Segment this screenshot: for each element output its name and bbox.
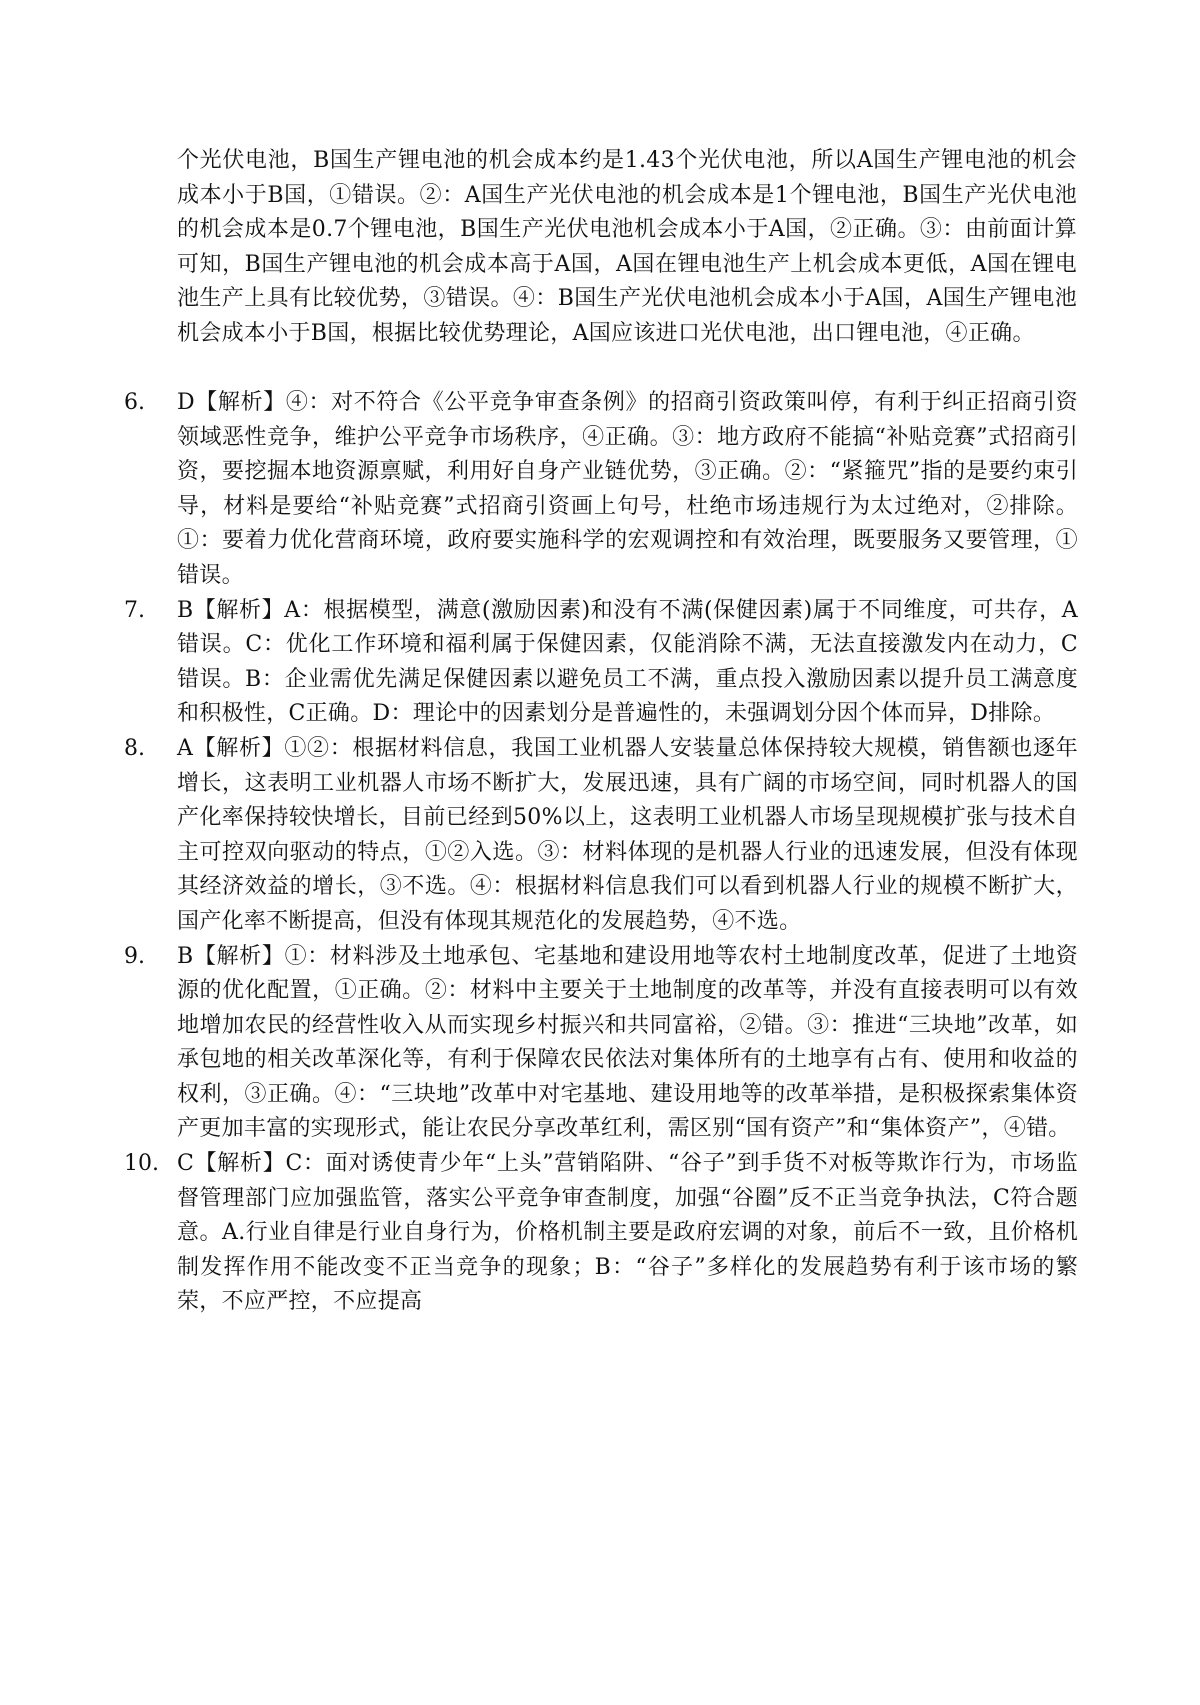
item-number: 6. — [124, 390, 145, 415]
answer-list — [124, 386, 1078, 1320]
item-text: B【解析】A：根据模型，满意(激励因素)和没有不满(保健因素)属于不同维度，可共存，A错误。C：优化工作环境和福利属于保健因素，仅能消除不满，无法直接激发内在动力，C错误。B：企业需优先满足保健因素以避免员工不满，重点投入激励因素以提升员工满意度和积极性，C正确。D：理论中的因素划分是普遍性的，未强调划分因个体而异，D排除。 — [177, 597, 1078, 727]
item-text: C【解析】C：面对诱使青少年“上头”营销陷阱、“谷子”到手货不对板等欺诈行为，市场监督管理部门应加强监管，落实公平竞争审查制度，加强“谷圈”反不正当竞争执法，C符合题意。A.行业自律是行业自身行为，价格机制主要是政府宏调的对象，前后不一致，且价格机制发挥作用不能改变不正当竞争的现象；B：“谷子”多样化的发展趋势有利于该市场的繁荣，不应严控，不应提高 — [177, 1151, 1078, 1315]
continuation-paragraph: 个光伏电池，B国生产锂电池的机会成本约是1.43个光伏电池，所以A国生产锂电池的机会成本小于B国，①错误。②：A国生产光伏电池的机会成本是1个锂电池，B国生产光伏电池的机会成本是0.7个锂电池，B国生产光伏电池机会成本小于A国，②正确。③：由前面计算可知，B国生产锂电池的机会成本高于A国，A国在锂电池生产上机会成本更低，A国在锂电池生产上具有比较优势，③错误。④：B国生产光伏电池机会成本小于A国，A国生产锂电池机会成本小于B国，根据比较优势理论，A国应该进口光伏电池，出口锂电池，④正确。 — [177, 148, 1077, 346]
item-text: A【解析】①②：根据材料信息，我国工业机器人安装量总体保持较大规模，销售额也逐年增长，这表明工业机器人市场不断扩大，发展迅速，具有广阔的市场空间，同时机器人的国产化率保持较快增长，目前已经到50%以上，这表明工业机器人市场呈现规模扩张与技术自主可控双向驱动的特点，①②入选。③：材料体现的是机器人行业的迅速发展，但没有体现其经济效益的增长，③不选。④：根据材料信息我们可以看到机器人行业的规模不断扩大，国产化率不断提高，但没有体现其规范化的发展趋势，④不选。 — [177, 735, 1078, 934]
answer-item-9 — [124, 940, 1078, 1148]
answer-5-continuation — [177, 144, 1077, 352]
answer-item-8 — [124, 732, 1078, 940]
item-number: 10. — [124, 1151, 159, 1177]
answer-item-6 — [124, 386, 1078, 594]
item-number: 7. — [124, 597, 145, 623]
item-text: B【解析】①：材料涉及土地承包、宅基地和建设用地等农村土地制度改革，促进了土地资源的优化配置，①正确。②：材料中主要关于土地制度的改革等，并没有直接表明可以有效地增加农民的经营性收入从而实现乡村振兴和共同富裕，②错。③：推进“三块地”改革，如承包地的相关改革深化等，有利于保障农民依法对集体所有的土地享有占有、使用和收益的权利，③正确。④：“三块地”改革中对宅基地、建设用地等的改革举措，是积极探索集体资产更加丰富的实现形式，能让农民分享改革红利，需区别“国有资产”和“集体资产”，④错。 — [177, 943, 1078, 1142]
answer-item-7 — [124, 594, 1078, 732]
answer-item-10 — [124, 1147, 1078, 1320]
item-text: D【解析】④：对不符合《公平竞争审查条例》的招商引资政策叫停，有利于纠正招商引资领域恶性竞争，维护公平竞争市场秩序，④正确。③：地方政府不能搞“补贴竞赛”式招商引资，要挖掘本地资源禀赋，利用好自身产业链优势，③正确。②：“紧箍咒”指的是要约束引导，材料是要给“补贴竞赛”式招商引资画上句号，杜绝市场违规行为太过绝对，②排除。①：要着力优化营商环境，政府要实施科学的宏观调控和有效治理，既要服务又要管理，①错误。 — [177, 390, 1078, 588]
item-number: 9. — [124, 943, 145, 969]
item-number: 8. — [124, 735, 145, 761]
